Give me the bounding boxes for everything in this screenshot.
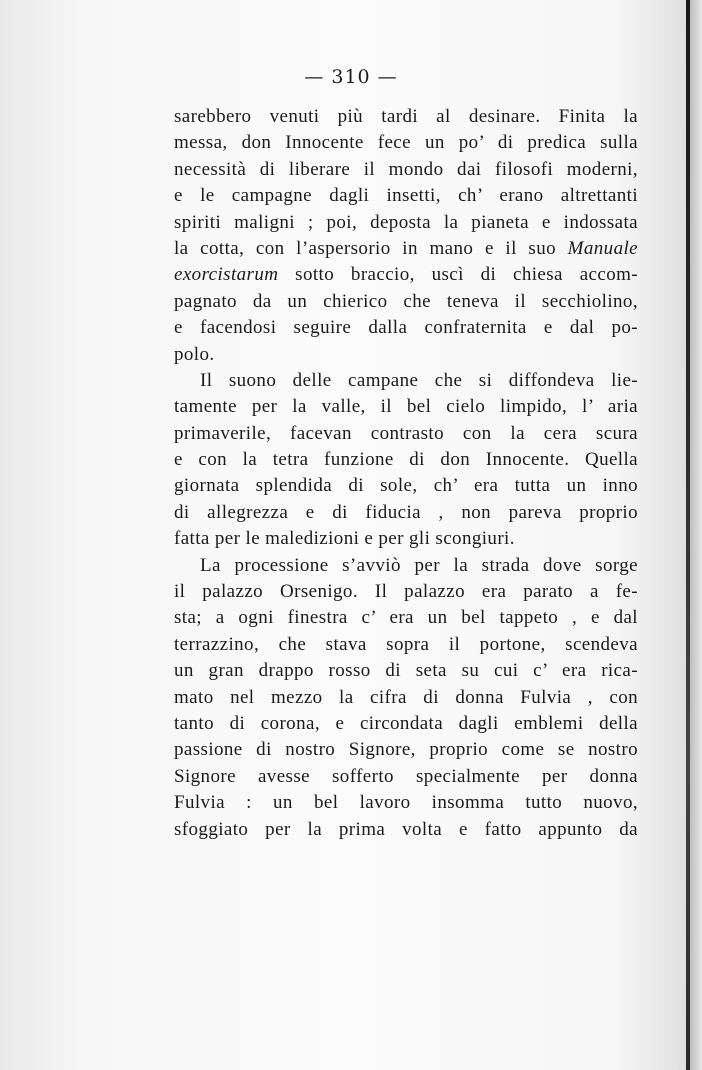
text-line: Signore avesse sofferto specialmente per donna <box>174 765 638 787</box>
text-line: sarebbero venuti più tardi al desinare. Finita la <box>174 106 638 127</box>
italic-word: exorcistarum <box>174 264 279 286</box>
text-line: passione di nostro Signore, proprio come se nostro <box>174 739 638 761</box>
text-line: Il suono delle campane che si diffondeva lie- <box>200 369 638 391</box>
text-line-with-italic <box>174 236 638 262</box>
paragraph-1 <box>174 104 638 368</box>
text-line: e le campagne dagli insetti, ch’ erano altrettanti <box>174 185 638 207</box>
text-line: un gran drappo rosso di seta su cui c’ era rica- <box>174 660 638 682</box>
text-line: e con la tetra funzione di don Innocente. Quella <box>174 449 638 471</box>
text-line: pagnato da un chierico che teneva il secchiolino, <box>174 290 638 312</box>
text-line: necessità di liberare il mondo dai filosofi moderni, <box>174 158 638 180</box>
text-line: il palazzo Orsenigo. Il palazzo era parato a fe- <box>174 581 638 603</box>
text-line: tanto di corona, e circondata dagli emblemi della <box>174 712 638 734</box>
italic-word: Manuale <box>567 237 638 259</box>
paragraph-3 <box>174 553 638 843</box>
text-line: messa, don Innocente fece un po’ di predica sulla <box>174 132 638 154</box>
paragraph-2 <box>174 368 638 553</box>
page-edge-shadow <box>690 0 702 1070</box>
text-line: mato nel mezzo la cifra di donna Fulvia , con <box>174 686 638 708</box>
text-segment: la cotta, con l’aspersorio in mano e il suo <box>174 237 557 259</box>
text-line-with-italic <box>174 262 638 288</box>
text-line: spiriti maligni ; poi, deposta la pianeta e indossata <box>174 211 638 233</box>
text-segment: sotto braccio, uscì di chiesa accom- <box>278 264 638 286</box>
text-line: terrazzino, che stava sopra il portone, scendeva <box>174 633 638 655</box>
text-line: giornata splendida di sole, ch’ era tutta un inno <box>174 475 638 497</box>
body-text <box>174 104 638 843</box>
text-line: primaverile, facevan contrasto con la cera scura <box>174 422 638 444</box>
page-number: — 310 — <box>304 66 398 88</box>
text-line: di allegrezza e di fiducia , non pareva proprio <box>174 501 638 523</box>
text-line: sfoggiato per la prima volta e fatto appunto da <box>174 818 638 840</box>
text-line: tamente per la valle, il bel cielo limpido, l’ aria <box>174 396 638 418</box>
text-line: sta; a ogni finestra c’ era un bel tappeto , e dal <box>174 607 638 629</box>
text-line: Fulvia : un bel lavoro insomma tutto nuovo, <box>174 792 638 814</box>
text-line: La processione s’avviò per la strada dove sorge <box>200 554 638 576</box>
text-line: polo. <box>174 343 215 365</box>
text-line: e facendosi seguire dalla confraternita e dal po- <box>174 317 638 339</box>
text-line: fatta per le maledizioni e per gli scongiuri. <box>174 528 515 550</box>
